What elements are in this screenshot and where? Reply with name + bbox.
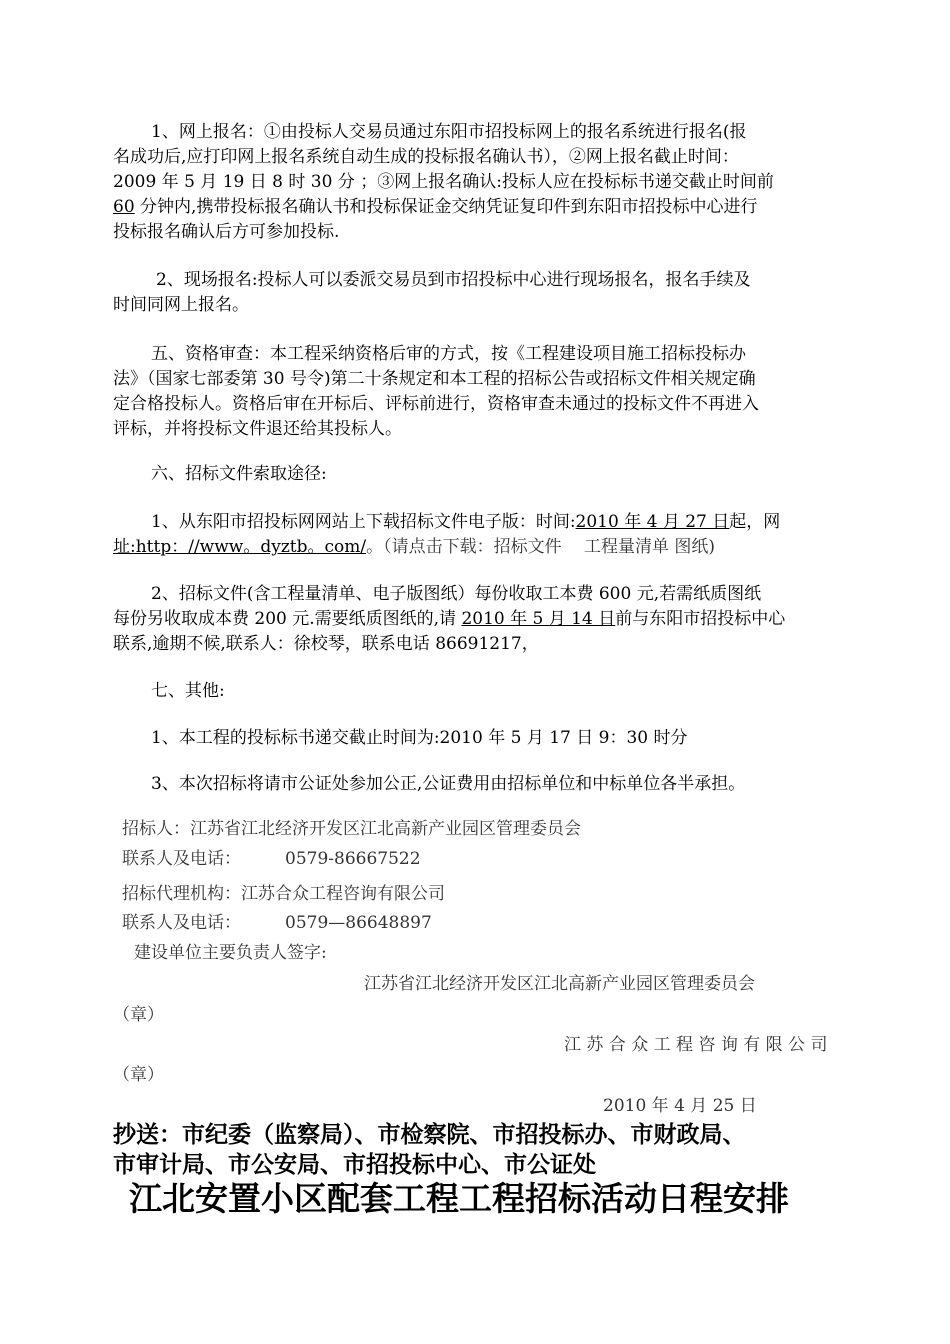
seal-org-1: 江苏省江北经济开发区江北高新产业园区管理委员会 (364, 974, 755, 994)
docs-item1-line-2 (113, 535, 715, 559)
qualification-line-3: 定合格投标人。资格后审在开标后、评标前进行，资格审查未通过的投标文件不再进入 (113, 394, 759, 414)
docs-item1-prefix: 1、从东阳市招投标网网站上下载招标文件电子版：时间: (151, 512, 576, 532)
tenderer-phone-label: 联系人及电话： (122, 849, 241, 869)
other-item-1: 1、本工程的投标标书递交截止时间为:2010 年 5 月 17 日 9：30 时分 (151, 728, 688, 748)
agency-phone-label: 联系人及电话： (122, 913, 241, 933)
website-link[interactable]: 址:http：//www。dyztb。com/ (113, 537, 367, 557)
tenderer-phone: 0579-86667522 (285, 849, 421, 869)
agency-phone: 0579—86648897 (285, 913, 432, 933)
qualification-line-2: 法》（国家七部委第 30 号令)第二十条规定和本工程的招标公告或招标文件相关规定确 (113, 369, 756, 389)
signature-label: 建设单位主要负责人签字: (134, 943, 327, 963)
online-registration-line-1: 1、网上报名：①由投标人交易员通过东阳市招投标网上的报名系统进行报名(报 (151, 122, 747, 142)
docs-item2-line-2 (113, 607, 785, 631)
onsite-registration-line-1: 2、现场报名:投标人可以委派交易员到市招投标中心进行现场报名，报名手续及 (156, 270, 751, 290)
agency: 招标代理机构：江苏合众工程咨询有限公司 (122, 884, 445, 904)
agency-contact (122, 911, 432, 935)
tenderer: 招标人：江苏省江北经济开发区江北高新产业园区管理委员会 (122, 819, 581, 839)
online-registration-line-3: 2009 年 5 月 19 日 8 时 30 分 ；③网上报名确认:投标人应在投标标书递交截止时间前 (113, 172, 774, 192)
seal-mark-1: （章） (113, 1005, 164, 1025)
docs-item2-suffix: 前与东阳市招投标中心 (615, 609, 786, 629)
other-item-3: 3、本次招标将请市公证处参加公正,公证费用由招标单位和中标单位各半承担。 (151, 774, 746, 794)
qualification-line-4: 评标，并将投标文件退还给其投标人。 (113, 419, 402, 439)
qualification-line-1: 五、资格审查：本工程采纳资格后审的方式，按《工程建设项目施工招标投标办 (151, 344, 746, 364)
download-links-note[interactable]: 。（请点击下载：招标文件 工程量清单 图纸) (366, 537, 716, 557)
minutes-before-value: 60 (113, 197, 135, 217)
other-heading: 七、其他: (151, 681, 225, 701)
online-registration-line-2: 名成功后,应打印网上报名系统自动生成的投标报名确认书），②网上报名截止时间： (113, 147, 739, 167)
online-registration-line-5: 投标报名确认后方可参加投标. (113, 222, 340, 242)
schedule-title: 江北安置小区配套工程工程招标活动日程安排 (129, 1179, 789, 1218)
docs-download-date: 2010 年 4 月 27 日 (575, 512, 730, 532)
seal-org-2: 江 苏 合 众 工 程 咨 询 有 限 公 司 (564, 1035, 828, 1055)
online-registration-line-4-text: 分钟内,携带投标报名确认书和投标保证金交纳凭证复印件到东阳市招投标中心进行 (134, 197, 758, 217)
docs-heading: 六、招标文件索取途径: (151, 464, 327, 484)
docs-item2-line-3: 联系,逾期不候,联系人：徐校琴，联系电话 86691217， (113, 634, 539, 654)
tenderer-contact (122, 847, 421, 871)
cc-line-2: 市审计局、市公安局、市招投标中心、市公证处 (113, 1152, 596, 1178)
paper-drawing-deadline: 2010 年 5 月 14 日 (461, 609, 616, 629)
cc-line-1: 抄送：市纪委（监察局）、市检察院、市招投标办、市财政局、 (113, 1122, 746, 1148)
notice-date: 2010 年 4 月 25 日 (603, 1096, 757, 1116)
seal-mark-2: （章） (113, 1065, 164, 1085)
onsite-registration-line-2: 时间同网上报名。 (113, 295, 249, 315)
docs-item1-line-1 (151, 510, 780, 534)
docs-item2-line-1: 2、招标文件(含工程量清单、电子版图纸）每份收取工本费 600 元,若需纸质图纸 (151, 584, 762, 604)
online-registration-line-4 (113, 195, 757, 219)
docs-item2-prefix: 每份另收取成本费 200 元.需要纸质图纸的,请 (113, 609, 462, 629)
docs-item1-suffix: 起，网 (729, 512, 781, 532)
